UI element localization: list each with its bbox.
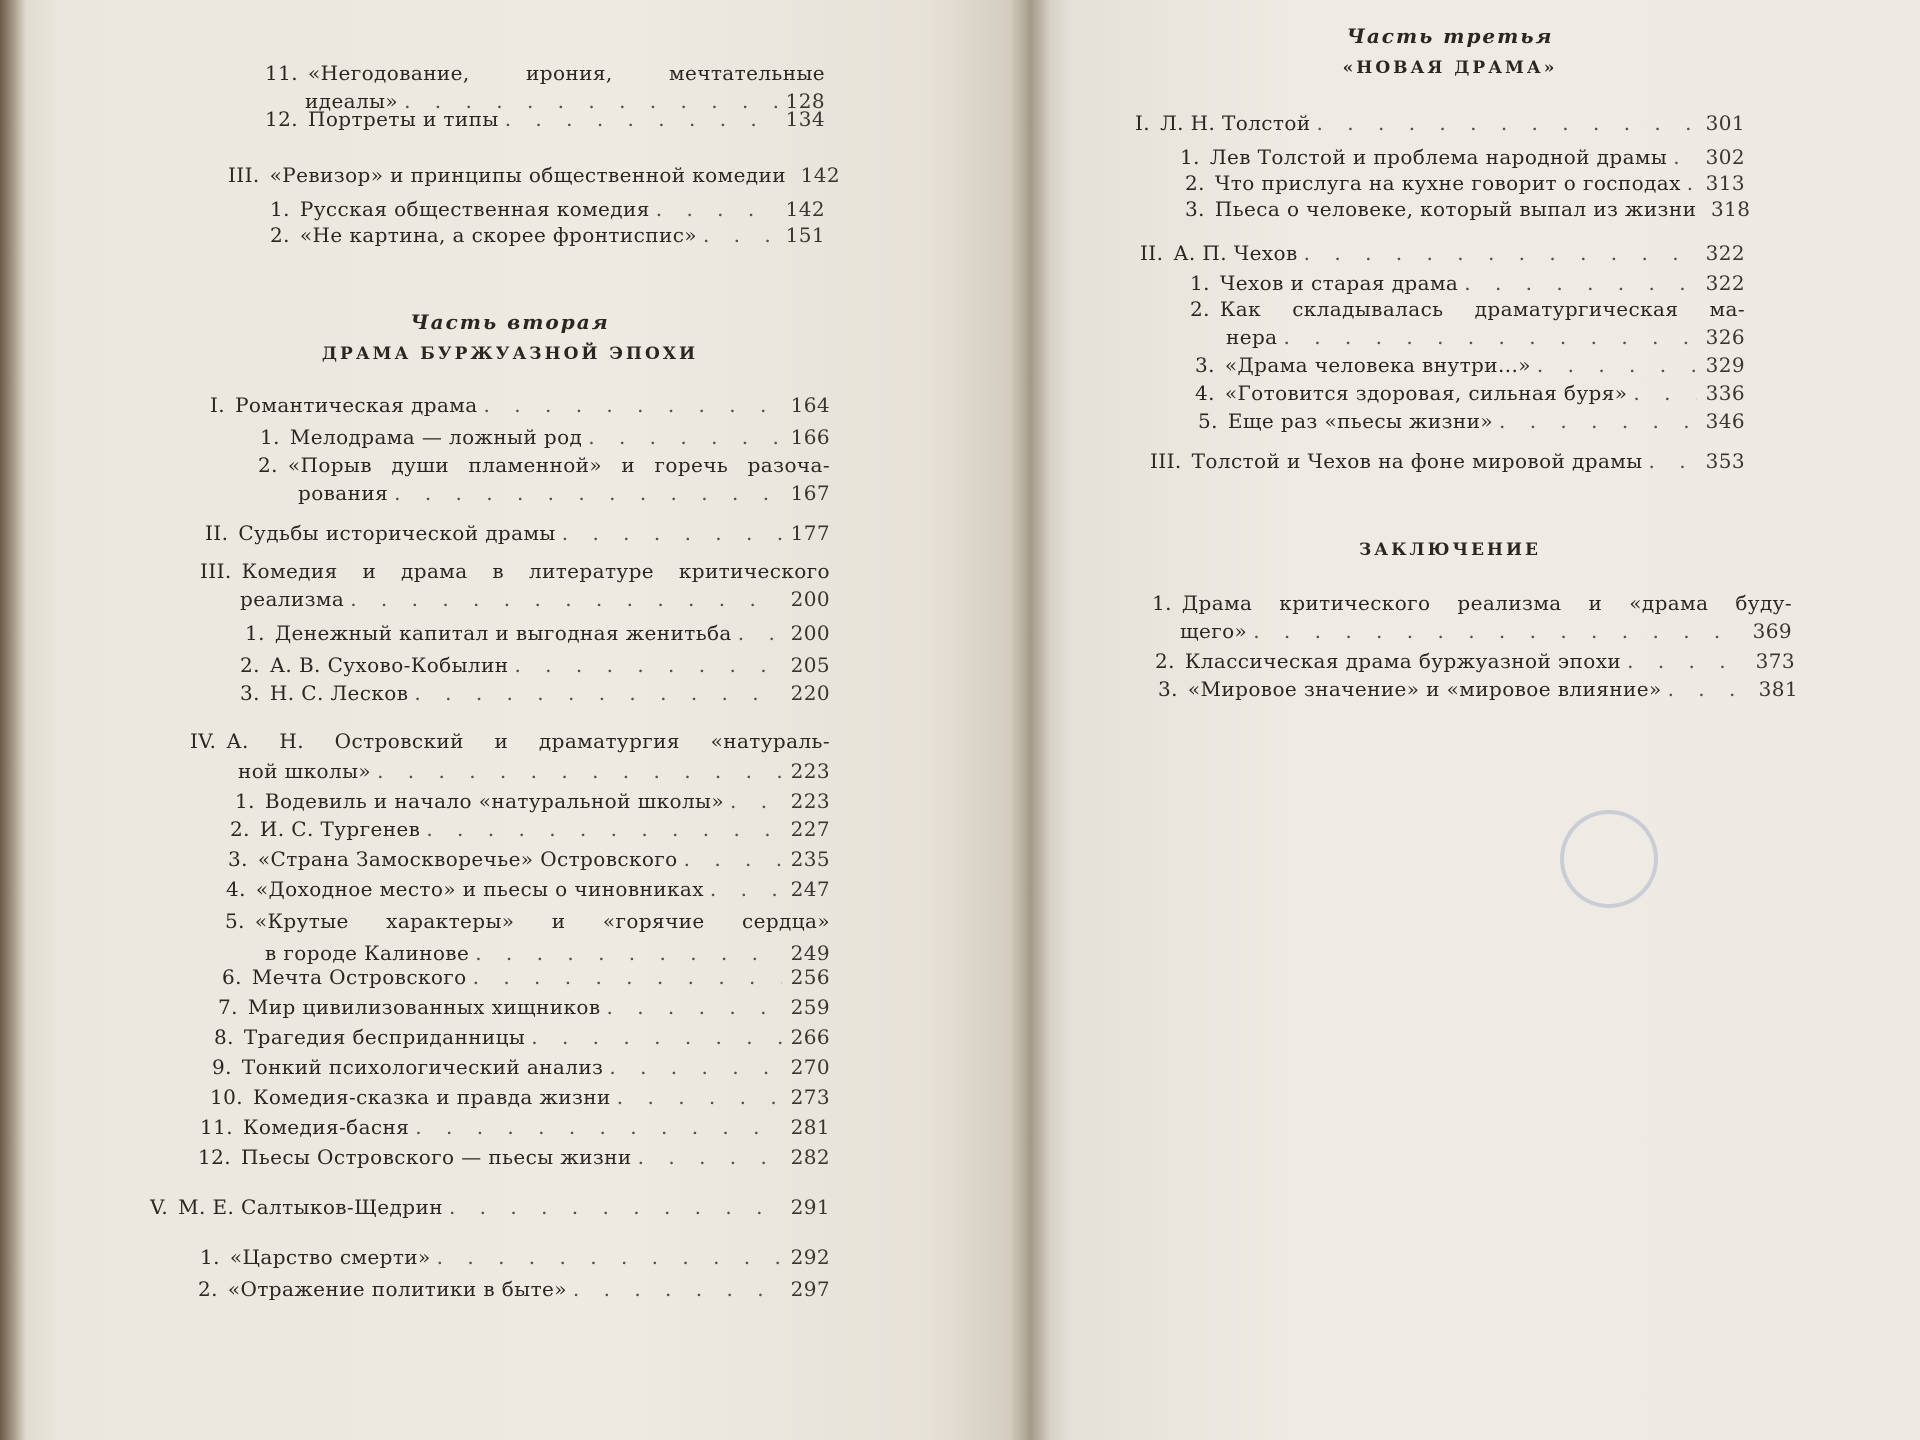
toc-page-number: 353 (1705, 449, 1745, 473)
toc-entry-number: 1. (1190, 271, 1210, 295)
toc-entry-title: «Доходное место» и пьесы о чиновниках (255, 877, 704, 901)
toc-entry-number: 11. (200, 1115, 234, 1139)
toc-entry-number: 3. (1185, 197, 1205, 221)
toc-entry-line (214, 1024, 830, 1050)
toc-page-number: 256 (790, 965, 830, 989)
toc-entry-line (1226, 324, 1745, 350)
toc-entry-number: 4. (226, 877, 246, 901)
leader-dots (617, 1084, 782, 1110)
toc-entry-number: V. (150, 1195, 169, 1219)
toc-entry-line (1152, 590, 1792, 616)
toc-entry-title: «Страна Замоскворечье» Островского (257, 847, 678, 871)
toc-entry-number: 2. (1155, 649, 1175, 673)
toc-page-number: 200 (790, 621, 830, 645)
toc-entry-line (265, 940, 830, 966)
toc-page-number: 200 (790, 587, 830, 611)
toc-entry-line (258, 452, 830, 478)
toc-entry-line (1180, 144, 1745, 170)
toc-entry-line (212, 1054, 830, 1080)
toc-page-number: 301 (1705, 111, 1745, 135)
leader-dots (415, 1114, 782, 1140)
toc-entry-title: «Драма человека внутри...» (1224, 353, 1531, 377)
leader-dots (414, 680, 782, 706)
toc-entry-number: 2. (1185, 171, 1205, 195)
leader-dots (684, 846, 782, 872)
toc-entry-title: «Царство смерти» (229, 1245, 431, 1269)
toc-entry-number: 3. (1195, 353, 1215, 377)
toc-entry-line (1195, 352, 1745, 378)
toc-entry-number: 5. (225, 909, 245, 933)
toc-entry-number: 8. (214, 1025, 234, 1049)
toc-entry-number: 2. (258, 453, 278, 477)
toc-entry-line (228, 846, 830, 872)
toc-entry-line (150, 1194, 830, 1220)
toc-entry-title: идеалы» (305, 89, 399, 113)
toc-entry-line (198, 1144, 830, 1170)
toc-entry-number: 2. (198, 1277, 218, 1301)
leader-dots (1633, 380, 1697, 406)
toc-entry-title: Комедия и драма в литературе критического (241, 559, 830, 583)
toc-entry-line (298, 480, 830, 506)
leader-dots (1464, 270, 1697, 296)
toc-entry-line (205, 520, 830, 546)
toc-entry-line (240, 586, 830, 612)
toc-entry-line (240, 680, 830, 706)
toc-entry-number: I. (210, 393, 226, 417)
toc-entry-title: Еще раз «пьесы жизни» (1227, 409, 1493, 433)
toc-entry-number: 12. (198, 1145, 232, 1169)
toc-entry-title: «Готовится здоровая, сильная буря» (1224, 381, 1628, 405)
toc-page-number: 128 (785, 89, 825, 113)
toc-page-number: 166 (790, 425, 830, 449)
toc-entry-title: щего» (1180, 619, 1248, 643)
toc-entry-title: Что прислуга на кухне говорит о господах (1214, 171, 1681, 195)
library-stamp (1560, 810, 1658, 908)
toc-entry-title: «Отражение политики в быте» (227, 1277, 567, 1301)
toc-entry-title: Романтическая драма (235, 393, 478, 417)
toc-entry-title: А. П. Чехов (1173, 241, 1298, 265)
toc-entry-title: «Крутые характеры» и «горячие сердца» (254, 909, 830, 933)
toc-entry-line (190, 728, 830, 754)
toc-page-number: 249 (790, 941, 830, 965)
toc-page-number: 223 (790, 789, 830, 813)
toc-entry-number: III. (1150, 449, 1182, 473)
toc-entry-line (218, 994, 830, 1020)
toc-entry-number: 2. (230, 817, 250, 841)
leader-dots (703, 222, 777, 248)
toc-page-number: 292 (790, 1245, 830, 1269)
toc-entry-title: ной школы» (238, 759, 372, 783)
toc-entry-number: 1. (235, 789, 255, 813)
toc-entry-number: 2. (1190, 297, 1210, 321)
toc-entry-line (1190, 270, 1745, 296)
toc-entry-number: IV. (190, 729, 217, 753)
leader-dots (1627, 648, 1747, 674)
leader-dots (1253, 618, 1744, 644)
toc-page-number: 273 (790, 1085, 830, 1109)
leader-dots (1499, 408, 1697, 434)
toc-page-number: 322 (1705, 271, 1745, 295)
toc-page-number: 381 (1758, 677, 1798, 701)
leader-dots (514, 652, 782, 678)
toc-entry-title: Лев Толстой и проблема народной драмы (1209, 145, 1668, 169)
leader-dots (656, 196, 777, 222)
toc-entry-number: II. (1140, 241, 1164, 265)
toc-entry-number: 9. (212, 1055, 232, 1079)
toc-entry-number: 1. (270, 197, 290, 221)
toc-entry-title: И. С. Тургенев (259, 817, 421, 841)
book-gutter (1010, 0, 1050, 1440)
toc-entry-number: 11. (265, 61, 299, 85)
toc-page-number: 247 (790, 877, 830, 901)
toc-entry-title: «Ревизор» и принципы общественной комедии (269, 163, 786, 187)
toc-entry-line (1185, 170, 1745, 196)
toc-page-number: 369 (1752, 619, 1792, 643)
toc-page-number: 346 (1705, 409, 1745, 433)
toc-entry-title: Тонкий психологический анализ (241, 1055, 604, 1079)
leader-dots (607, 994, 783, 1020)
toc-entry-title: Судьбы исторической драмы (238, 521, 556, 545)
leader-dots (449, 1194, 782, 1220)
leader-dots (562, 520, 782, 546)
toc-entry-line (1195, 380, 1745, 406)
toc-entry-line (210, 392, 830, 418)
leader-dots (738, 620, 782, 646)
leader-dots (1537, 352, 1697, 378)
leader-dots (730, 788, 782, 814)
leader-dots (638, 1144, 782, 1170)
toc-entry-line (1150, 448, 1745, 474)
leader-dots (473, 964, 782, 990)
toc-entry-number: 7. (218, 995, 238, 1019)
toc-entry-number: 10. (210, 1085, 244, 1109)
toc-entry-line (1198, 408, 1745, 434)
toc-entry-line (260, 424, 830, 450)
conclusion-title: ЗАКЛЮЧЕНИЕ (1358, 540, 1542, 560)
toc-entry-line (265, 60, 825, 86)
toc-entry-number: 2. (240, 653, 260, 677)
toc-entry-title: Комедия-басня (243, 1115, 410, 1139)
leader-dots (588, 424, 782, 450)
leader-dots (1673, 144, 1697, 170)
toc-entry-title: «Мировое значение» и «мировое влияние» (1187, 677, 1662, 701)
toc-entry-line (226, 876, 830, 902)
leader-dots (1304, 240, 1697, 266)
toc-page-number: 281 (790, 1115, 830, 1139)
toc-entry-title: Мелодрама — ложный род (289, 425, 583, 449)
leader-dots (573, 1276, 782, 1302)
toc-entry-line (1140, 240, 1745, 266)
toc-entry-title: Чехов и старая драма (1219, 271, 1459, 295)
toc-entry-line (198, 1276, 830, 1302)
toc-entry-number: 3. (240, 681, 260, 705)
toc-entry-title: А. Н. Островский и драматургия «натураль- (226, 729, 830, 753)
toc-entry-title: Классическая драма буржуазной эпохи (1184, 649, 1622, 673)
toc-entry-line (1155, 648, 1795, 674)
toc-entry-title: Как складывалась драматургическая ма- (1219, 297, 1745, 321)
toc-page-number: 270 (790, 1055, 830, 1079)
toc-page-number: 167 (790, 481, 830, 505)
toc-page-number: 205 (790, 653, 830, 677)
toc-entry-title: «Не картина, а скорее фронтиспис» (299, 223, 697, 247)
toc-entry-line (200, 1114, 830, 1140)
toc-page-number: 177 (790, 521, 830, 545)
toc-entry-title: Денежный капитал и выгодная женитьба (274, 621, 732, 645)
toc-entry-line (265, 106, 825, 132)
toc-entry-line (238, 758, 830, 784)
toc-entry-number: 1. (260, 425, 280, 449)
toc-entry-title: Мечта Островского (251, 965, 467, 989)
toc-entry-title: Водевиль и начало «натуральной школы» (264, 789, 725, 813)
toc-entry-number: 5. (1198, 409, 1218, 433)
right-toc (1030, 0, 1920, 1440)
leader-dots (531, 1024, 782, 1050)
leader-dots (1649, 448, 1697, 474)
leader-dots (505, 106, 777, 132)
toc-page-number: 336 (1705, 381, 1745, 405)
leader-dots (475, 940, 782, 966)
leader-dots (1284, 324, 1698, 350)
right-page (1030, 0, 1920, 1440)
toc-entry-number: 1. (1152, 591, 1172, 615)
toc-page-number: 259 (790, 995, 830, 1019)
toc-entry-line (240, 652, 830, 678)
toc-entry-line (245, 620, 830, 646)
leader-dots (426, 816, 782, 842)
toc-entry-title: Портреты и типы (308, 107, 499, 131)
toc-entry-title: Трагедия бесприданницы (243, 1025, 526, 1049)
toc-entry-line (1135, 110, 1745, 136)
toc-entry-number: 2. (270, 223, 290, 247)
toc-entry-number: 6. (222, 965, 242, 989)
toc-entry-number: 12. (265, 107, 299, 131)
toc-entry-line (200, 1244, 830, 1270)
part-two-subtitle: ДРАМА БУРЖУАЗНОЙ ЭПОХИ (321, 344, 699, 364)
toc-page-number: 297 (790, 1277, 830, 1301)
toc-entry-title: Комедия-сказка и правда жизни (253, 1085, 611, 1109)
toc-entry-title: А. В. Сухово-Кобылин (269, 653, 509, 677)
toc-entry-number: III. (228, 163, 260, 187)
toc-entry-line (225, 908, 830, 934)
toc-page-number: 151 (785, 223, 825, 247)
toc-page-number: 142 (785, 197, 825, 221)
toc-page-number: 313 (1705, 171, 1745, 195)
leader-dots (1687, 170, 1697, 196)
toc-page-number: 373 (1755, 649, 1795, 673)
toc-page-number: 220 (790, 681, 830, 705)
toc-entry-title: реализма (240, 587, 345, 611)
leader-dots (437, 1244, 782, 1270)
toc-entry-number: 4. (1195, 381, 1215, 405)
leader-dots (394, 480, 782, 506)
toc-entry-title: Драма критического реализма и «драма буду- (1181, 591, 1792, 615)
part-three-title: Часть третья (1346, 24, 1554, 48)
toc-entry-number: 1. (1180, 145, 1200, 169)
toc-entry-line (228, 162, 840, 188)
leader-dots (484, 392, 782, 418)
toc-entry-line (235, 788, 830, 814)
toc-entry-title: «Негодование, ирония, мечтательные (308, 61, 825, 85)
toc-page-number: 291 (790, 1195, 830, 1219)
toc-page-number: 282 (790, 1145, 830, 1169)
toc-entry-number: II. (205, 521, 229, 545)
toc-entry-number: I. (1135, 111, 1151, 135)
toc-entry-line (270, 222, 825, 248)
toc-entry-number: III. (200, 559, 232, 583)
leader-dots (377, 758, 782, 784)
toc-entry-title: Пьеса о человеке, который выпал из жизни (1214, 197, 1697, 221)
toc-page-number: 318 (1710, 197, 1751, 221)
toc-entry-title: «Порыв души пламенной» и горечь разоча- (287, 453, 830, 477)
toc-entry-title: Русская общественная комедия (299, 197, 650, 221)
toc-entry-number: 1. (245, 621, 265, 645)
toc-page-number: 235 (790, 847, 830, 871)
toc-entry-title: рования (298, 481, 389, 505)
toc-entry-line (1185, 196, 1751, 222)
toc-entry-title: Толстой и Чехов на фоне мировой драмы (1191, 449, 1643, 473)
toc-entry-line (230, 816, 830, 842)
toc-entry-line (1190, 296, 1745, 322)
toc-entry-line (222, 964, 830, 990)
toc-entry-title: М. Е. Салтыков-Щедрин (178, 1195, 443, 1219)
toc-page-number: 227 (790, 817, 830, 841)
toc-page-number: 266 (790, 1025, 830, 1049)
leader-dots (609, 1054, 782, 1080)
leader-dots (350, 586, 782, 612)
toc-entry-line (270, 196, 825, 222)
leader-dots (1668, 676, 1750, 702)
toc-page-number: 322 (1705, 241, 1745, 265)
toc-entry-number: 3. (1158, 677, 1178, 701)
toc-page-number: 164 (790, 393, 830, 417)
toc-page-number: 134 (785, 107, 825, 131)
toc-entry-title: Л. Н. Толстой (1160, 111, 1311, 135)
toc-page-number: 329 (1705, 353, 1745, 377)
toc-page-number: 326 (1705, 325, 1745, 349)
toc-entry-line (210, 1084, 830, 1110)
toc-entry-line (1158, 676, 1798, 702)
leader-dots (710, 876, 782, 902)
toc-entry-title: нера (1226, 325, 1278, 349)
toc-entry-number: 1. (200, 1245, 220, 1269)
toc-entry-line (1180, 618, 1792, 644)
leader-dots (1317, 110, 1697, 136)
toc-entry-number: 3. (228, 847, 248, 871)
toc-entry-title: Пьесы Островского — пьесы жизни (241, 1145, 632, 1169)
toc-page-number: 142 (800, 163, 840, 187)
toc-page-number: 302 (1705, 145, 1745, 169)
toc-entry-title: в городе Калинове (265, 941, 470, 965)
toc-page-number: 223 (790, 759, 830, 783)
part-two-title: Часть вторая (410, 310, 610, 334)
toc-entry-line (200, 558, 830, 584)
toc-entry-title: Мир цивилизованных хищников (247, 995, 601, 1019)
part-three-subtitle: «НОВАЯ ДРАМА» (1342, 58, 1558, 78)
toc-entry-title: Н. С. Лесков (269, 681, 409, 705)
